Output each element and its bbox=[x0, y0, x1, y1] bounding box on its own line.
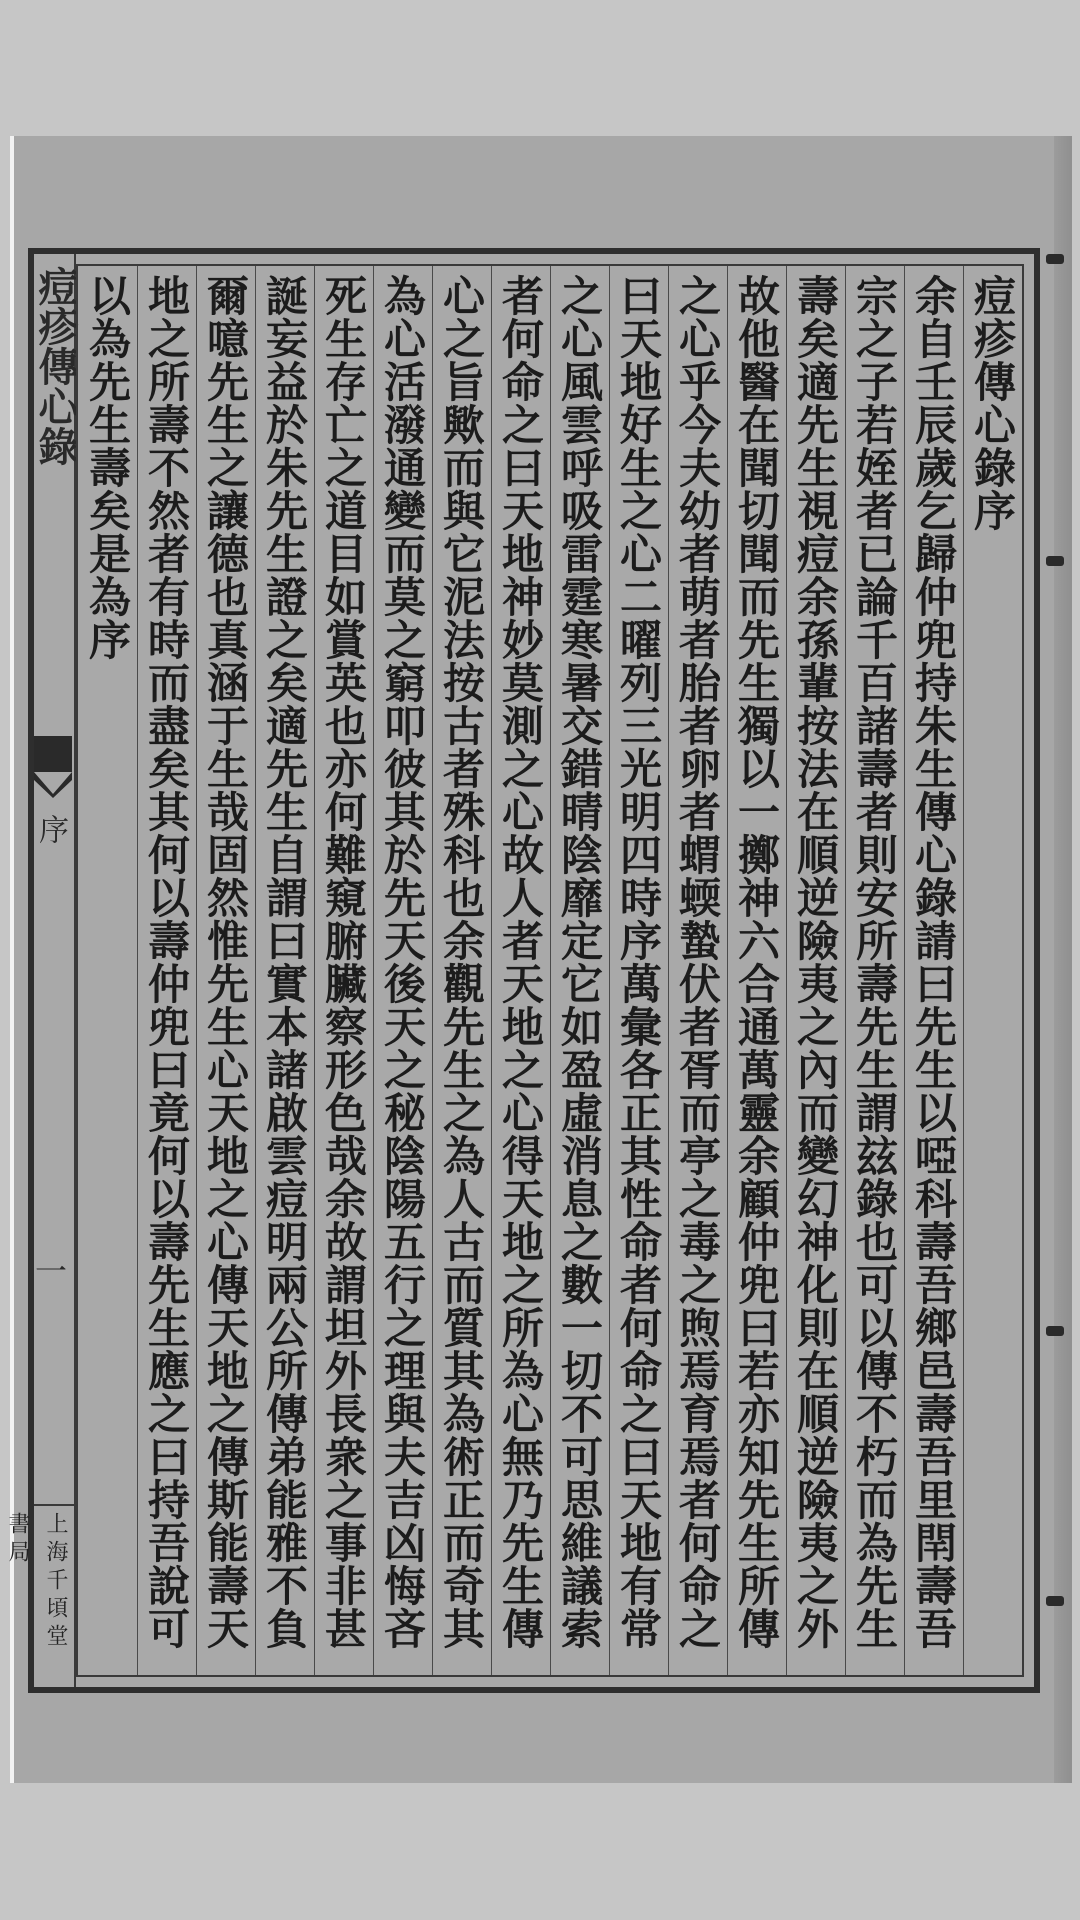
text-columns bbox=[78, 266, 1022, 1675]
running-title: 痘疹傳心錄 bbox=[32, 266, 79, 466]
page-number: 一 bbox=[30, 1254, 68, 1286]
text-area bbox=[76, 264, 1024, 1677]
preface-title: 痘疹傳心錄序 bbox=[963, 266, 1022, 1675]
binding-stitch bbox=[1046, 556, 1064, 566]
fishtail-ornament bbox=[34, 736, 72, 798]
publisher-imprint: 上海千頃堂書局 bbox=[34, 1504, 74, 1674]
text-column: 爾噫先生之讓德也真涵于生哉固然惟先生心天地之心傳天地之傳斯能壽天 bbox=[196, 266, 255, 1675]
text-column: 之心乎今夫幼者萌者胎者卵者蝟蝡蟄伏者胥而亭之毒之煦焉育焉者何命之 bbox=[668, 266, 727, 1675]
text-column: 故他醫在聞切聞而先生獨以一擲神六合通萬靈余顧仲兜曰若亦知先生所傳 bbox=[727, 266, 786, 1675]
text-column: 以為先生壽矣是為序 bbox=[83, 274, 132, 661]
binding-stitch bbox=[1046, 254, 1064, 264]
text-column: 地之所壽不然者有時而盡矣其何以壽仲兜曰竟何以壽先生應之曰持吾說可 bbox=[137, 266, 196, 1675]
text-column: 者何命之曰天地神妙莫測之心故人者天地之心得天地之所為心無乃先生傳 bbox=[491, 266, 550, 1675]
binding-stitch bbox=[1046, 1596, 1064, 1606]
text-column: 心之旨歟而與它泥法按古者殊科也余觀先生之為人古而質其為術正而奇其 bbox=[432, 266, 491, 1675]
text-column: 宗之子若姪者已論千百諸壽者則安所壽先生謂玆錄也可以傳不朽而為先生 bbox=[845, 266, 904, 1675]
text-column: 余自壬辰歲乞歸仲兜持朱生傳心錄請曰先生以啞科壽吾鄉邑壽吾里閈壽吾 bbox=[904, 266, 963, 1675]
text-column: 曰天地好生之心二曜列三光明四時序萬彙各正其性命者何命之曰天地有常 bbox=[609, 266, 668, 1675]
text-column: 壽矣適先生視痘余孫輩按法在順逆險夷之內而變幻神化則在順逆險夷之外 bbox=[786, 266, 845, 1675]
section-label: 序 bbox=[33, 814, 68, 844]
text-column: 死生存亡之道目如賞英也亦何難窺腑臟察形色哉余故謂坦外長衆之事非甚 bbox=[314, 266, 373, 1675]
text-frame bbox=[5, 248, 1040, 1693]
text-column: 誕妄益於朱先生證之矣適先生自謂曰實本諸啟雲痘明兩公所傳弟能雅不負 bbox=[255, 266, 314, 1675]
book-page bbox=[5, 136, 1072, 1783]
center-margin bbox=[5, 254, 79, 1687]
page-edge bbox=[1054, 136, 1072, 1783]
text-column: 之心風雲呼吸雷霆寒暑交錯晴陰靡定它如盈虛消息之數一切不可思維議索 bbox=[550, 266, 609, 1675]
text-column: 為心活潑通變而莫之窮叩彼其於先天後天之秘陰陽五行之理與夫吉凶悔吝 bbox=[373, 266, 432, 1675]
binding-stitch bbox=[1046, 1326, 1064, 1336]
